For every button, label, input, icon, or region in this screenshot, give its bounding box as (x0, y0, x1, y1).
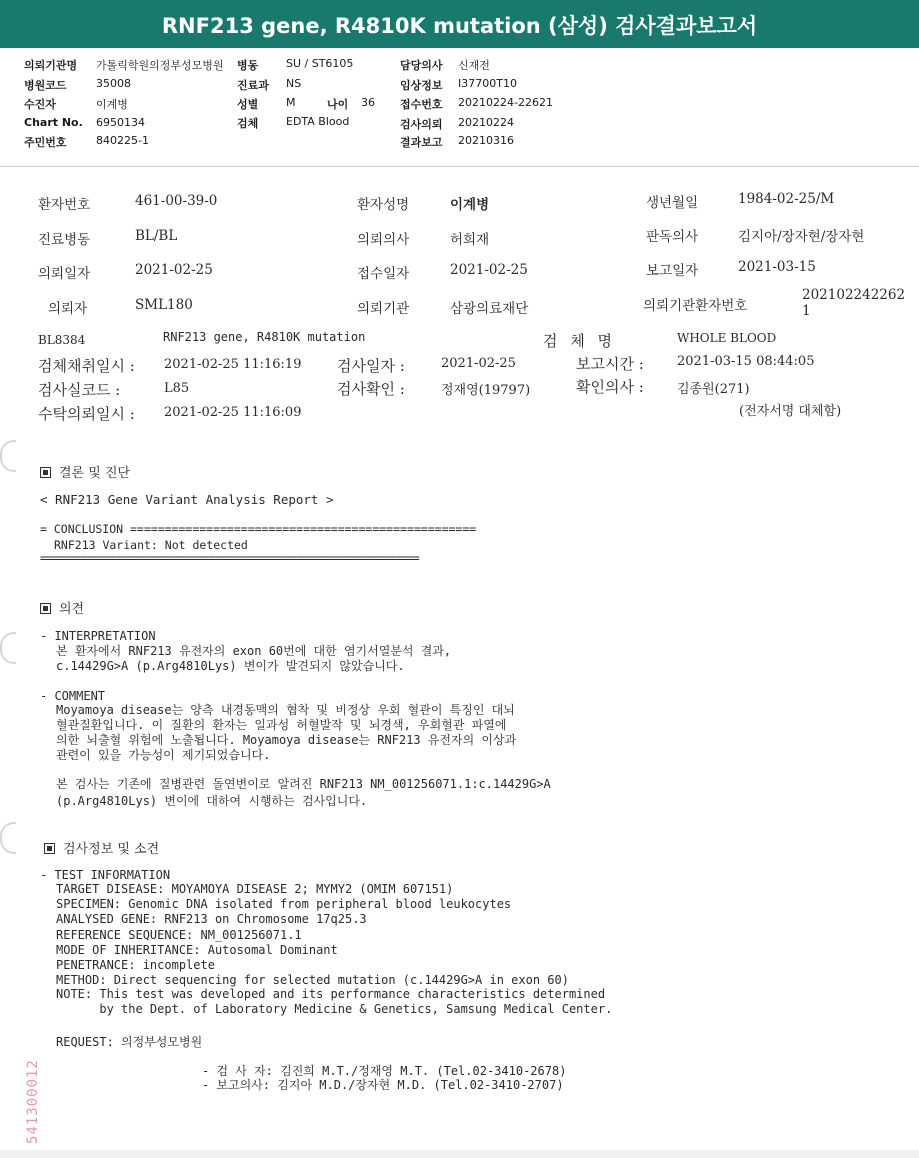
report-date-label: 결과보고 (400, 136, 443, 149)
chart-no-label: Chart No. (24, 116, 83, 129)
testinfo-heading-text: 검사정보 및 소견 (63, 842, 160, 857)
specimen-name-value: WHOLE BLOOD (677, 331, 777, 345)
testinfo-title: - TEST INFORMATION (40, 868, 171, 882)
age-label: 나이 (327, 98, 349, 111)
testinfo-line: NOTE: This test was developed and its performance characteristics determined (56, 987, 606, 1001)
report-subtitle: < RNF213 Gene Variant Analysis Report > (40, 492, 334, 507)
testinfo-line: SPECIMEN: Genomic DNA isolated from peripheral blood leukocytes (56, 897, 512, 911)
conclusion-divider: ================================================================= (40, 551, 419, 565)
section-box-icon (44, 843, 55, 854)
testinfo-line: METHOD: Direct sequencing for selected mutation (c.14429G>A in exon 60) (56, 973, 569, 987)
requester-label: 의뢰자 (48, 301, 88, 317)
request-date-label: 검사의뢰 (400, 118, 443, 131)
referring-doctor-value: 허희재 (450, 232, 490, 248)
ward-info-label: 진료병동 (38, 232, 91, 248)
ward-value: SU / ST6105 (286, 57, 354, 70)
confirm-value: 정재영(19797) (441, 383, 531, 398)
request-day-label: 의뢰일자 (38, 266, 91, 282)
report-title: RNF213 gene, R4810K mutation (삼성) 검사결과보고서 (0, 0, 919, 48)
receipt-no-value: 20210224-22621 (458, 96, 553, 109)
report-time-label: 보고시간 : (576, 355, 644, 373)
receipt-no-label: 접수번호 (400, 98, 443, 111)
opinion-heading-text: 의견 (59, 602, 85, 617)
specimen-name-label: 검 체 명 (543, 332, 617, 350)
resident-no-value: 840225-1 (96, 134, 149, 147)
hospital-code-label: 병원코드 (24, 79, 67, 92)
testinfo-line: ANALYSED GENE: RNF213 on Chromosome 17q25.3 (56, 912, 367, 926)
request-date-value: 20210224 (458, 116, 514, 129)
test-name: RNF213 gene, R4810K mutation (163, 330, 366, 344)
consign-value: 2021-02-25 11:16:09 (164, 405, 302, 420)
barcode-number: 541300012 (25, 1059, 41, 1144)
report-day-label: 보고일자 (646, 263, 699, 279)
birth-label: 생년월일 (646, 195, 699, 211)
ward-label: 병동 (237, 59, 259, 72)
request-header (0, 48, 919, 167)
ward-info-value: BL/BL (135, 228, 178, 244)
request-line: REQUEST: 의정부성모병원 (56, 1035, 203, 1049)
institution-patient-no-overflow: 1 (802, 303, 811, 319)
specimen-value: EDTA Blood (286, 115, 350, 128)
institution-value: 삼광의료재단 (450, 301, 529, 317)
comment-line: (p.Arg4810Lys) 변이에 대하여 시행하는 검사입니다. (56, 794, 368, 808)
reading-doctor-value: 김지아/장자현/장자현 (738, 229, 865, 245)
reading-doctor-label: 판독의사 (646, 229, 699, 245)
result-heading (40, 462, 130, 481)
comment-title: - COMMENT (40, 689, 106, 703)
age-value: 36 (361, 96, 375, 109)
report-date-value: 20210316 (458, 134, 514, 147)
testinfo-line: PENETRANCE: incomplete (56, 958, 215, 972)
patient-name-label: 환자성명 (357, 197, 410, 213)
comment-line: 본 검사는 기존에 질병관련 돌연변이로 알려진 RNF213 NM_001256071.1:c.14429G>A (56, 777, 551, 791)
comment-line: 관련이 있을 가능성이 제기되었습니다. (56, 748, 271, 762)
patient-no-value: 461-00-39-0 (135, 193, 218, 209)
patient-label: 수진자 (24, 98, 56, 111)
lab-code-value: L85 (164, 381, 190, 396)
institution-patient-no-value: 202102242262 (802, 287, 906, 303)
doctor-label: 담당의사 (400, 59, 443, 72)
hospital-value: 가톨릭학원의정부성모병원 (96, 59, 224, 72)
conclusion-line: = CONCLUSION ================================================== (40, 522, 477, 536)
patient-no-label: 환자번호 (38, 197, 91, 213)
specimen-label: 검체 (237, 117, 259, 130)
receipt-day-value: 2021-02-25 (450, 262, 528, 278)
request-day-value: 2021-02-25 (135, 262, 213, 278)
test-date-label: 검사일자 : (337, 357, 405, 375)
testinfo-heading (44, 838, 159, 857)
hospital-label: 의뢰기관명 (24, 59, 78, 72)
testinfo-line: MODE OF INHERITANCE: Autosomal Dominant (56, 943, 338, 957)
comment-line: 혈관질환입니다. 이 질환의 환자는 일과성 허혈발작 및 뇌경색, 우회혈관 파열에 (56, 718, 507, 732)
requester-value: SML180 (135, 297, 193, 313)
referring-doctor-label: 의뢰의사 (357, 232, 410, 248)
comment-line: 의한 뇌출혈 위험에 노출됩니다. Moyamoya disease는 RNF213 유전자의 이상과 (56, 733, 517, 747)
resident-no-label: 주민번호 (24, 136, 67, 149)
collect-value: 2021-02-25 11:16:19 (164, 357, 302, 372)
doctor-value: 신재전 (458, 59, 490, 72)
report-day-value: 2021-03-15 (738, 259, 816, 275)
testinfo-line: by the Dept. of Laboratory Medicine & Genetics, Samsung Medical Center. (56, 1002, 613, 1016)
variant-result: RNF213 Variant: Not detected (54, 538, 248, 552)
sex-label: 성별 (237, 98, 259, 111)
testinfo-line: TARGET DISEASE: MOYAMOYA DISEASE 2; MYMY2 (OMIM 607151) (56, 882, 454, 896)
receipt-day-label: 접수일자 (357, 266, 410, 282)
lab-code-label: 검사실코드 : (38, 381, 121, 399)
opinion-heading (40, 598, 84, 617)
signer-line: - 보고의사: 김지아 M.D./장자현 M.D. (Tel.02-3410-2707) (202, 1078, 564, 1092)
patient-name-value: 이계병 (450, 197, 490, 213)
clinical-info-label: 임상정보 (400, 79, 443, 92)
patient-value: 이계병 (96, 98, 128, 111)
birth-value: 1984-02-25/M (738, 191, 835, 207)
collect-label: 검체채취일시 : (38, 357, 135, 375)
interpretation-line: c.14429G>A (p.Arg4810Lys) 변이가 발견되지 않았습니다. (56, 659, 405, 673)
confirm-label: 검사확인 : (337, 380, 405, 398)
sex-value: M (286, 96, 296, 109)
institution-patient-no-label: 의뢰기관환자번호 (643, 298, 748, 314)
test-date-value: 2021-02-25 (441, 356, 516, 371)
signer-line: - 검 사 자: 김진희 M.T./정재영 M.T. (Tel.02-3410-2678) (202, 1064, 567, 1078)
institution-label: 의뢰기관 (357, 301, 410, 317)
clinical-info-value: I37700T10 (458, 77, 517, 90)
section-box-icon (40, 603, 51, 614)
department-label: 진료과 (237, 79, 269, 92)
comment-line: Moyamoya disease는 양측 내경동맥의 협착 및 비정상 우회 혈관이 특징인 대뇌 (56, 703, 515, 717)
test-code: BL8384 (38, 333, 86, 347)
esign-note: (전자서명 대체함) (739, 404, 842, 419)
interpretation-line: 본 환자에서 RNF213 유전자의 exon 60번에 대한 염기서열분석 결과, (56, 644, 452, 658)
confirm-doctor-value: 김종원(271) (677, 382, 750, 397)
testinfo-line: REFERENCE SEQUENCE: NM_001256071.1 (56, 928, 302, 942)
interpretation-title: - INTERPRETATION (40, 629, 156, 643)
chart-no-value: 6950134 (96, 116, 145, 129)
confirm-doctor-label: 확인의사 : (576, 378, 644, 396)
section-box-icon (40, 467, 51, 478)
department-value: NS (286, 77, 302, 90)
hospital-code-value: 35008 (96, 77, 131, 90)
result-heading-text: 결론 및 진단 (59, 466, 131, 481)
consign-label: 수탁의뢰일시 : (38, 405, 135, 423)
report-time-value: 2021-03-15 08:44:05 (677, 354, 815, 369)
